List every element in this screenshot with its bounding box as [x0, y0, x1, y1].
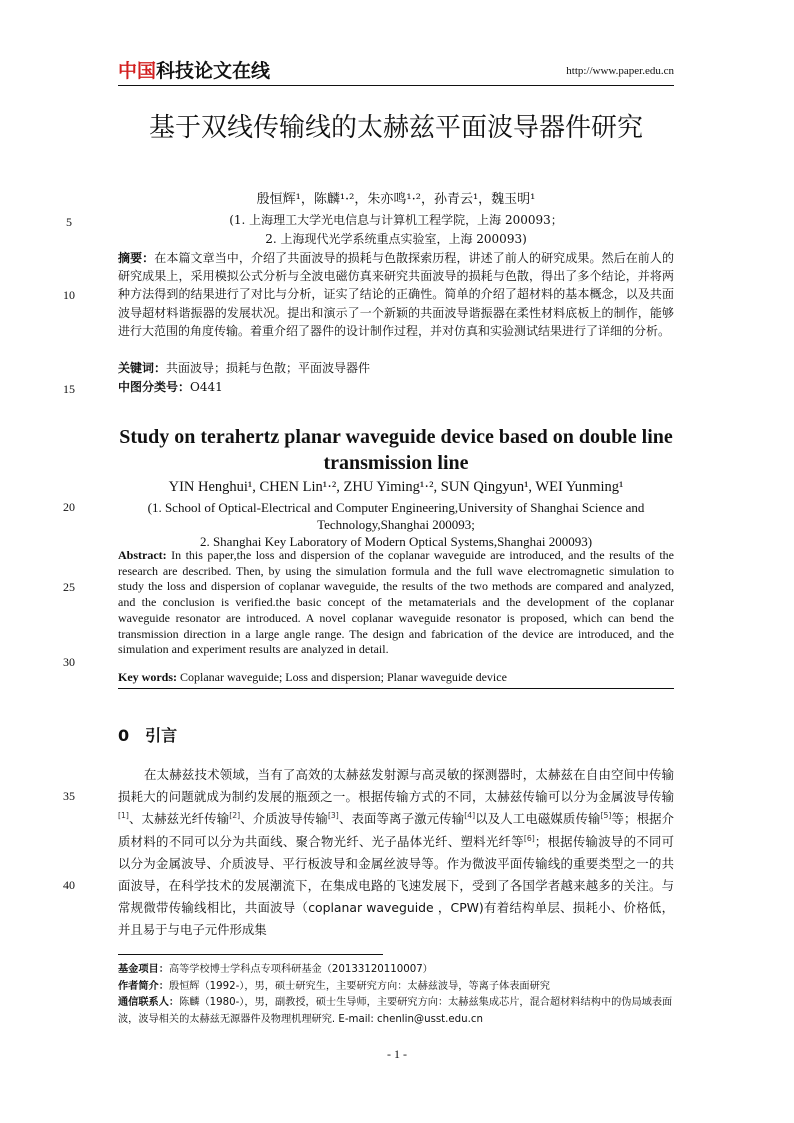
keywords-en-text: Coplanar waveguide; Loss and dispersion; Planar waveguide device [180, 670, 507, 684]
body-text: ；根据传输波导的不同可以分为金属波导、介质波导、平行板波导和金属丝波导等。作为微波平面传输线的重要类型之一的共面波导，在科学技术的发展潮流下，在集成电路的飞速发展下，受到了各国学者越来越多的关注。与常规微带传输线相比，共面波导（coplanar waveguide ，CPW)有着结构单层、损耗小、价格低，并且易于与电子元件形成集 [118, 833, 675, 938]
line-number: 5 [66, 215, 72, 229]
footnote-text: 殷恒辉（1992-），男，硕士研究生，主要研究方向：太赫兹波导，等离子体表面研究 [168, 980, 550, 992]
citation[interactable]: [4] [464, 811, 476, 821]
line-number: 25 [63, 580, 75, 594]
footnote-label: 通信联系人： [118, 997, 180, 1008]
line-number: 15 [63, 382, 75, 396]
classification-cn [118, 378, 223, 395]
footnote-contact [118, 995, 674, 1028]
footnote-rule [118, 954, 383, 955]
abstract-en-text: In this paper,the loss and dispersion of the coplanar waveguide are introduced, and the results of the research are described. Then, by using the simulation formula and the full wave electromagnetic simulation to study the loss and dispersion of coplanar waveguide, the results of the two methods are compared and analyzed, and the conclusion is verified.the basic concept of the metamaterials and the development of the coplanar waveguide resonator are introduced. A novel coplanar waveguide resonator is proposed, which can bend the transmission direction in a large angle range. The design and fabrication of the device are introduced, and the simulation and experiment results are analyzed in detail. [118, 548, 674, 657]
affiliation-cn-1: (1. 上海理工大学光电信息与计算机工程学院，上海 200093； [229, 213, 563, 227]
affiliation-en-2: 2. Shanghai Key Laboratory of Modern Optical Systems,Shanghai 200093) [199, 534, 593, 549]
header-url[interactable]: http://www.paper.edu.cn [566, 65, 674, 77]
affiliations-en [118, 499, 674, 550]
affiliation-en-1: (1. School of Optical-Electrical and Computer Engineering,University of Shanghai Science and Technology,Shanghai 200093; [147, 500, 645, 532]
line-number: 35 [63, 789, 75, 803]
paper-title-cn: 基于双线传输线的太赫兹平面波导器件研究 [148, 113, 643, 143]
footnote-text: 陈麟（1980-），男，副教授，硕士生导师，主要研究方向：太赫兹集成芯片，混合超材料结构中的伪局域表面波，波导相关的太赫兹无源器件及物理机理研究. E-mail: chenlin@usst.edu.cn [118, 997, 673, 1025]
abstract-en-label: Abstract: [118, 548, 167, 562]
body-text: 在太赫兹技术领域，当有了高效的太赫兹发射源与高灵敏的探测器时，太赫兹在自由空间中传输损耗大的问题就成为制约发展的瓶颈之一。根据传输方式的不同，太赫兹传输可以分为金属波导传输 [118, 767, 674, 805]
journal-logo [118, 60, 270, 82]
keywords-en-label: Key words: [118, 670, 177, 684]
keywords-cn-text: 共面波导；损耗与色散；平面波导器件 [166, 361, 371, 375]
abstract-cn-text: 在本篇文章当中，介绍了共面波导的损耗与色散探索历程，讲述了前人的研究成果。然后在前人的研究成果上，采用模拟公式分析与全波电磁仿真来研究共面波导的损耗与色散，得出了多个结论，并将两种方法得到的结果进行了对比与分析，证实了结论的正确性。简单的介绍了超材料的基本概念，以及共面波导超材料谐振器的发展状况。提出和演示了一个新颖的共面波导谐振器在柔性材料底板上的制作，能够进行大范围的角度传输。着重介绍了器件的设计制作过程，并对仿真和实验测试结果进行了详细的分析。 [118, 251, 674, 338]
authors-cn: 殷恒辉¹，陈麟¹·²，朱亦鸣¹·²，孙青云¹，魏玉明¹ [256, 192, 536, 207]
footnote-funding [118, 962, 674, 979]
line-number: 10 [63, 288, 75, 302]
line-number: 30 [63, 655, 75, 669]
keywords-en [118, 670, 507, 685]
affiliation-cn-2: 2. 上海现代光学系统重点实验室，上海 200093) [265, 232, 527, 246]
keywords-cn [118, 359, 370, 376]
citation[interactable]: [1] [118, 811, 129, 821]
abstract-cn [118, 249, 674, 340]
keywords-cn-label: 关键词： [118, 361, 167, 375]
body-text: 以及人工电磁媒质传输 [475, 811, 601, 827]
citation[interactable]: [2] [229, 811, 241, 821]
body-paragraph [118, 764, 674, 942]
citation[interactable]: [3] [327, 811, 339, 821]
authors-en: YIN Henghui¹, CHEN Lin¹·², ZHU Yiming¹·², SUN Qingyun¹, WEI Yunming¹ [168, 479, 624, 495]
citation[interactable]: [6] [523, 833, 535, 843]
body-text: 、太赫兹光纤传输 [128, 811, 230, 827]
line-number: 20 [63, 500, 75, 514]
line-number: 40 [63, 878, 75, 892]
footnotes [118, 962, 674, 1028]
classification-cn-text: O441 [190, 380, 223, 394]
logo-red-text: 中国 [118, 60, 157, 82]
section-heading: 0 引言 [118, 726, 178, 745]
affiliations-cn [118, 211, 674, 249]
body-text: 、介质波导传输 [240, 811, 328, 827]
footnote-author [118, 979, 674, 996]
abstract-en [118, 548, 674, 658]
page-number: - 1 - [387, 1047, 407, 1061]
header-rule [118, 85, 674, 86]
footnote-label: 基金项目： [118, 964, 169, 975]
citation[interactable]: [5] [600, 811, 612, 821]
footnote-label: 作者简介： [118, 980, 169, 992]
abstract-cn-label: 摘要： [118, 251, 155, 265]
logo-black-text: 科技论文在线 [156, 60, 271, 82]
paper-title-en: Study on terahertz planar waveguide device based on double line transmission line [119, 426, 673, 474]
footnote-text: 高等学校博士学科点专项科研基金（20133120110007） [168, 964, 433, 975]
section-rule [118, 688, 674, 689]
body-text: 等；根据介质材料的不同可以分为共面线、聚合物光纤、光子晶体光纤、塑料光纤等 [118, 811, 675, 849]
body-text: 、表面等离子激元传输 [338, 811, 465, 827]
classification-cn-label: 中图分类号： [118, 380, 191, 394]
